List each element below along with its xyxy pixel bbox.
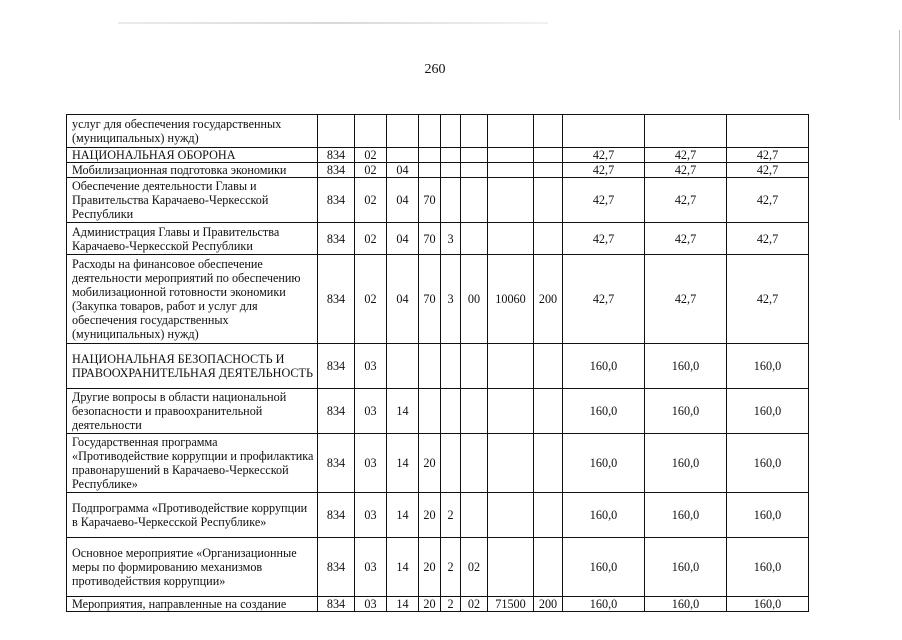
grbs-code-cell <box>318 115 355 148</box>
row-name-cell: Государственная программа «Противодействие коррупции и профилактика правонарушений в Карачаево-Черкесской Республике» <box>67 434 318 493</box>
target-article-subprogram-cell <box>441 178 461 223</box>
amount-year-2-cell: 42,7 <box>645 148 727 163</box>
amount-year-3-cell: 160,0 <box>727 344 809 389</box>
section-code-cell: 02 <box>355 148 387 163</box>
amount-year-1-cell: 160,0 <box>563 538 645 597</box>
page-edge-line <box>899 30 900 120</box>
section-code-cell: 03 <box>355 434 387 493</box>
target-article-event-cell <box>461 115 488 148</box>
grbs-code-cell: 834 <box>318 389 355 434</box>
target-article-program-cell <box>419 389 441 434</box>
amount-year-2-cell: 160,0 <box>645 389 727 434</box>
target-article-program-cell: 70 <box>419 223 441 255</box>
target-article-direction-cell <box>488 223 534 255</box>
target-article-program-cell: 20 <box>419 597 441 612</box>
budget-table <box>66 114 809 612</box>
target-article-subprogram-cell <box>441 344 461 389</box>
amount-year-1-cell: 160,0 <box>563 344 645 389</box>
expense-type-cell <box>534 115 563 148</box>
section-code-cell: 02 <box>355 223 387 255</box>
subsection-code-cell: 04 <box>387 178 419 223</box>
target-article-event-cell <box>461 493 488 538</box>
section-code-cell: 02 <box>355 178 387 223</box>
row-name-cell: Мобилизационная подготовка экономики <box>67 163 318 178</box>
target-article-program-cell: 70 <box>419 178 441 223</box>
target-article-subprogram-cell <box>441 115 461 148</box>
section-code-cell: 03 <box>355 389 387 434</box>
target-article-program-cell <box>419 148 441 163</box>
amount-year-2-cell: 42,7 <box>645 255 727 344</box>
amount-year-3-cell: 42,7 <box>727 178 809 223</box>
section-code-cell: 03 <box>355 538 387 597</box>
subsection-code-cell <box>387 344 419 389</box>
target-article-event-cell <box>461 344 488 389</box>
target-article-direction-cell: 10060 <box>488 255 534 344</box>
subsection-code-cell <box>387 148 419 163</box>
table-row <box>67 178 809 223</box>
row-name-cell: Обеспечение деятельности Главы и Правительства Карачаево-Черкесской Республики <box>67 178 318 223</box>
target-article-subprogram-cell: 2 <box>441 538 461 597</box>
amount-year-2-cell: 160,0 <box>645 538 727 597</box>
amount-year-2-cell <box>645 115 727 148</box>
expense-type-cell <box>534 148 563 163</box>
amount-year-3-cell <box>727 115 809 148</box>
scan-artifact-line <box>118 22 548 24</box>
amount-year-3-cell: 160,0 <box>727 389 809 434</box>
amount-year-2-cell: 160,0 <box>645 344 727 389</box>
amount-year-3-cell: 42,7 <box>727 148 809 163</box>
subsection-code-cell: 14 <box>387 493 419 538</box>
table-row <box>67 115 809 148</box>
amount-year-2-cell: 42,7 <box>645 223 727 255</box>
grbs-code-cell: 834 <box>318 163 355 178</box>
amount-year-1-cell: 160,0 <box>563 434 645 493</box>
table-row <box>67 223 809 255</box>
target-article-direction-cell <box>488 178 534 223</box>
target-article-subprogram-cell <box>441 434 461 493</box>
section-code-cell: 02 <box>355 255 387 344</box>
target-article-subprogram-cell: 3 <box>441 223 461 255</box>
target-article-subprogram-cell: 2 <box>441 597 461 612</box>
target-article-direction-cell <box>488 493 534 538</box>
target-article-direction-cell <box>488 115 534 148</box>
amount-year-1-cell: 42,7 <box>563 148 645 163</box>
subsection-code-cell: 14 <box>387 597 419 612</box>
table-row <box>67 255 809 344</box>
target-article-subprogram-cell <box>441 389 461 434</box>
amount-year-1-cell: 42,7 <box>563 255 645 344</box>
amount-year-3-cell: 160,0 <box>727 597 809 612</box>
expense-type-cell <box>534 223 563 255</box>
grbs-code-cell: 834 <box>318 344 355 389</box>
page-number: 260 <box>424 62 446 77</box>
target-article-event-cell <box>461 223 488 255</box>
amount-year-3-cell: 160,0 <box>727 434 809 493</box>
target-article-program-cell: 20 <box>419 434 441 493</box>
section-code-cell: 03 <box>355 597 387 612</box>
target-article-direction-cell <box>488 434 534 493</box>
section-code-cell <box>355 115 387 148</box>
row-name-cell: Другие вопросы в области национальной безопасности и правоохранительной деятельности <box>67 389 318 434</box>
amount-year-1-cell: 42,7 <box>563 223 645 255</box>
amount-year-3-cell: 42,7 <box>727 163 809 178</box>
expense-type-cell <box>534 389 563 434</box>
grbs-code-cell: 834 <box>318 255 355 344</box>
table-body <box>67 115 809 612</box>
grbs-code-cell: 834 <box>318 178 355 223</box>
amount-year-3-cell: 42,7 <box>727 223 809 255</box>
row-name-cell: Основное мероприятие «Организационные меры по формированию механизмов противодействия коррупции» <box>67 538 318 597</box>
grbs-code-cell: 834 <box>318 223 355 255</box>
section-code-cell: 03 <box>355 493 387 538</box>
row-name-cell: Подпрограмма «Противодействие коррупции в Карачаево-Черкесской Республике» <box>67 493 318 538</box>
target-article-program-cell: 20 <box>419 493 441 538</box>
section-code-cell: 03 <box>355 344 387 389</box>
target-article-subprogram-cell: 2 <box>441 493 461 538</box>
target-article-direction-cell <box>488 148 534 163</box>
amount-year-2-cell: 160,0 <box>645 493 727 538</box>
target-article-direction-cell: 71500 <box>488 597 534 612</box>
target-article-subprogram-cell: 3 <box>441 255 461 344</box>
subsection-code-cell: 14 <box>387 434 419 493</box>
amount-year-2-cell: 160,0 <box>645 597 727 612</box>
subsection-code-cell: 04 <box>387 223 419 255</box>
target-article-event-cell <box>461 163 488 178</box>
grbs-code-cell: 834 <box>318 434 355 493</box>
expense-type-cell <box>534 178 563 223</box>
table-row <box>67 389 809 434</box>
section-code-cell: 02 <box>355 163 387 178</box>
expense-type-cell <box>534 493 563 538</box>
target-article-event-cell: 02 <box>461 538 488 597</box>
target-article-event-cell: 02 <box>461 597 488 612</box>
target-article-event-cell <box>461 178 488 223</box>
target-article-event-cell <box>461 148 488 163</box>
grbs-code-cell: 834 <box>318 597 355 612</box>
table-row <box>67 597 809 612</box>
target-article-program-cell <box>419 163 441 178</box>
grbs-code-cell: 834 <box>318 148 355 163</box>
amount-year-3-cell: 160,0 <box>727 493 809 538</box>
expense-type-cell: 200 <box>534 255 563 344</box>
table-row <box>67 163 809 178</box>
table-row <box>67 538 809 597</box>
table-row <box>67 434 809 493</box>
row-name-cell: Мероприятия, направленные на создание <box>67 597 318 612</box>
subsection-code-cell: 04 <box>387 255 419 344</box>
target-article-direction-cell <box>488 163 534 178</box>
target-article-event-cell <box>461 389 488 434</box>
expense-type-cell <box>534 163 563 178</box>
subsection-code-cell: 14 <box>387 538 419 597</box>
amount-year-1-cell: 42,7 <box>563 163 645 178</box>
subsection-code-cell: 14 <box>387 389 419 434</box>
amount-year-1-cell: 42,7 <box>563 178 645 223</box>
amount-year-1-cell <box>563 115 645 148</box>
amount-year-1-cell: 160,0 <box>563 597 645 612</box>
table-row <box>67 493 809 538</box>
target-article-event-cell: 00 <box>461 255 488 344</box>
table-row <box>67 344 809 389</box>
target-article-event-cell <box>461 434 488 493</box>
amount-year-1-cell: 160,0 <box>563 493 645 538</box>
grbs-code-cell: 834 <box>318 538 355 597</box>
amount-year-2-cell: 42,7 <box>645 178 727 223</box>
row-name-cell: НАЦИОНАЛЬНАЯ БЕЗОПАСНОСТЬ И ПРАВООХРАНИТЕЛЬНАЯ ДЕЯТЕЛЬНОСТЬ <box>67 344 318 389</box>
row-name-cell: услуг для обеспечения государственных (муниципальных) нужд) <box>67 115 318 148</box>
target-article-program-cell <box>419 344 441 389</box>
target-article-subprogram-cell <box>441 163 461 178</box>
target-article-program-cell: 20 <box>419 538 441 597</box>
expense-type-cell <box>534 538 563 597</box>
row-name-cell: Администрация Главы и Правительства Карачаево-Черкесской Республики <box>67 223 318 255</box>
target-article-program-cell: 70 <box>419 255 441 344</box>
target-article-direction-cell <box>488 344 534 389</box>
amount-year-1-cell: 160,0 <box>563 389 645 434</box>
target-article-direction-cell <box>488 538 534 597</box>
amount-year-2-cell: 160,0 <box>645 434 727 493</box>
expense-type-cell <box>534 434 563 493</box>
target-article-program-cell <box>419 115 441 148</box>
grbs-code-cell: 834 <box>318 493 355 538</box>
row-name-cell: НАЦИОНАЛЬНАЯ ОБОРОНА <box>67 148 318 163</box>
amount-year-2-cell: 42,7 <box>645 163 727 178</box>
row-name-cell: Расходы на финансовое обеспечение деятельности мероприятий по обеспечению мобилизационной готовности экономики (Закупка товаров, работ и услуг для обеспечения государственных (муниципальных) нужд) <box>67 255 318 344</box>
subsection-code-cell: 04 <box>387 163 419 178</box>
target-article-direction-cell <box>488 389 534 434</box>
amount-year-3-cell: 42,7 <box>727 255 809 344</box>
expense-type-cell: 200 <box>534 597 563 612</box>
expense-type-cell <box>534 344 563 389</box>
target-article-subprogram-cell <box>441 148 461 163</box>
table-row <box>67 148 809 163</box>
subsection-code-cell <box>387 115 419 148</box>
amount-year-3-cell: 160,0 <box>727 538 809 597</box>
